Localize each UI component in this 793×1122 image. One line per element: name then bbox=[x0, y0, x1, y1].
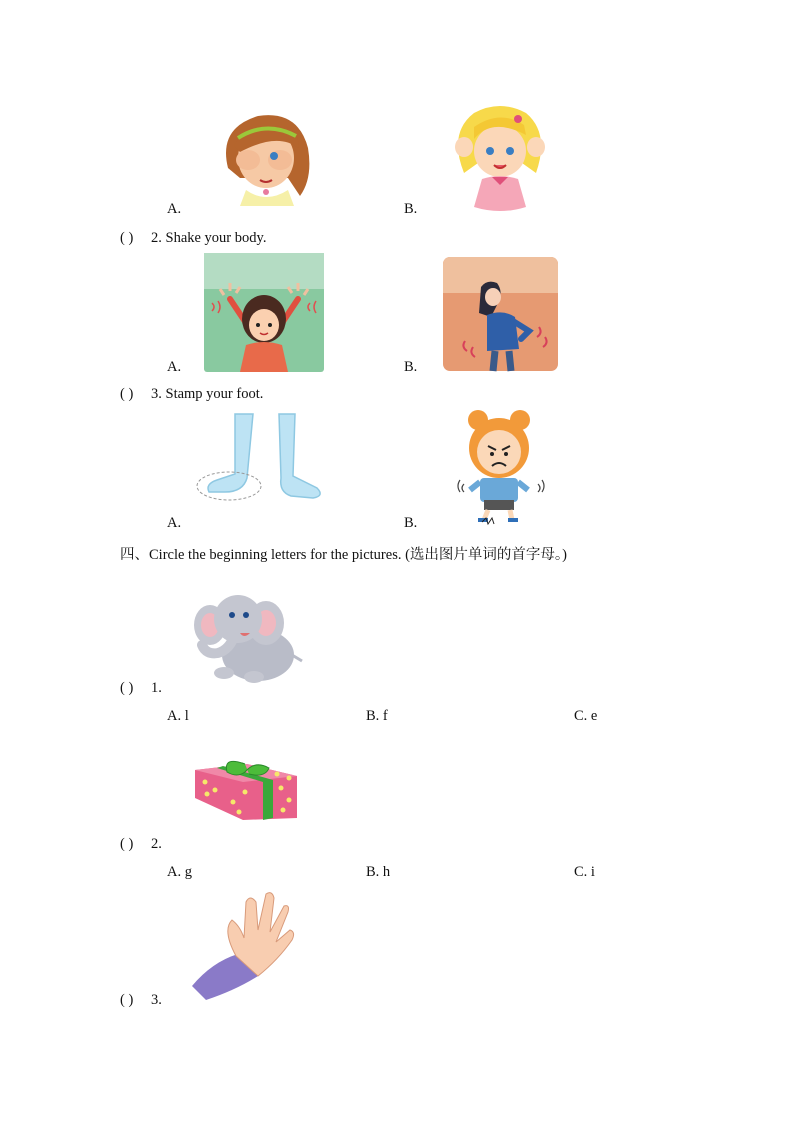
q2-answer-paren: ( ) bbox=[120, 230, 134, 246]
part4-q1-option-c: C. e bbox=[574, 708, 598, 724]
q1-option-b-label: B. bbox=[404, 201, 418, 217]
elephant-picture bbox=[188, 585, 308, 685]
girl-shaking-body-picture bbox=[204, 253, 324, 372]
gift-box-picture bbox=[193, 762, 299, 820]
q2-option-a-label: A. bbox=[167, 359, 182, 375]
q2-option-b-label: B. bbox=[404, 359, 418, 375]
part4-q2-option-b: B. h bbox=[366, 864, 391, 880]
q3-answer-paren: ( ) bbox=[120, 386, 134, 402]
part4-q3-answer-paren: ( ) bbox=[120, 992, 134, 1008]
q1-option-a-label: A. bbox=[167, 201, 182, 217]
hand-picture bbox=[192, 890, 298, 1002]
part4-q1-option-a: A. l bbox=[167, 708, 189, 724]
q3-option-a-label: A. bbox=[167, 515, 182, 531]
part4-q2-number: 2. bbox=[151, 836, 162, 852]
q3-question-text: 3. Stamp your foot. bbox=[151, 386, 264, 402]
q3-option-b-label: B. bbox=[404, 515, 418, 531]
part4-q2-option-c: C. i bbox=[574, 864, 595, 880]
part4-q3-number: 3. bbox=[151, 992, 162, 1008]
legs-stamping-picture bbox=[195, 412, 327, 504]
part4-q1-answer-paren: ( ) bbox=[120, 680, 134, 696]
girl-dancing-picture bbox=[443, 257, 558, 371]
part4-q2-answer-paren: ( ) bbox=[120, 836, 134, 852]
part4-q1-number: 1. bbox=[151, 680, 162, 696]
q2-question-text: 2. Shake your body. bbox=[151, 230, 267, 246]
girl-hands-on-head-picture bbox=[452, 103, 547, 211]
part4-q1-option-b: B. f bbox=[366, 708, 388, 724]
part4-heading: 四、Circle the beginning letters for the pictures. (选出图片单词的首字母。) bbox=[120, 547, 567, 563]
part4-q2-option-a: A. g bbox=[167, 864, 192, 880]
girl-covering-eyes-picture bbox=[218, 108, 313, 206]
angry-boy-stamping-picture bbox=[458, 408, 544, 526]
